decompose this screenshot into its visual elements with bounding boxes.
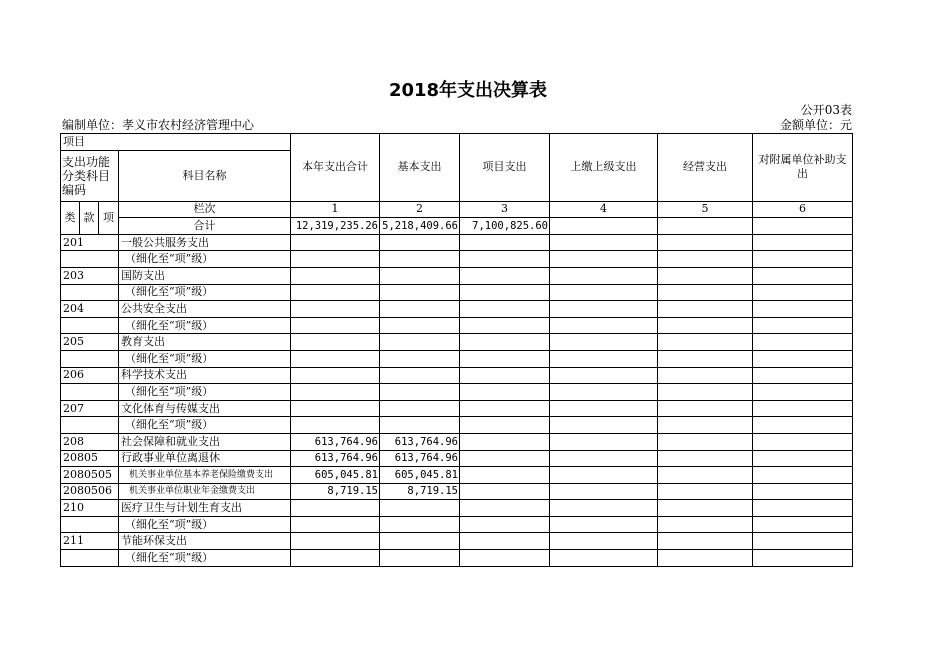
- row-business: [658, 251, 753, 268]
- heji-upper: [550, 218, 658, 235]
- table-row: [61, 417, 853, 434]
- row-project: [460, 317, 550, 334]
- row-project: [460, 550, 550, 567]
- table-row: [61, 550, 853, 567]
- row-subsidy: [753, 550, 853, 567]
- table-row: [61, 334, 853, 351]
- row-code: 203: [61, 267, 119, 284]
- row-upper: [550, 433, 658, 450]
- header-subsidy: 对附属单位补助支出: [753, 134, 853, 202]
- row-total: 613,764.96: [291, 450, 380, 467]
- row-code: 2080505: [61, 467, 119, 484]
- row-subject-name: 教育支出: [119, 334, 291, 351]
- row-upper: [550, 516, 658, 533]
- row-basic: 613,764.96: [380, 450, 460, 467]
- row-business: [658, 284, 753, 301]
- row-project: [460, 500, 550, 517]
- row-code: 208: [61, 433, 119, 450]
- row-subsidy: [753, 367, 853, 384]
- page-title: 2018年支出决算表: [388, 80, 548, 101]
- row-subject-name: （细化至“项”级）: [119, 417, 291, 434]
- row-project: [460, 533, 550, 550]
- row-subsidy: [753, 384, 853, 401]
- row-upper: [550, 417, 658, 434]
- row-code: 206: [61, 367, 119, 384]
- row-basic: [380, 267, 460, 284]
- table-row: [61, 483, 853, 500]
- row-basic: [380, 350, 460, 367]
- row-basic: [380, 301, 460, 318]
- row-upper: [550, 550, 658, 567]
- row-subject-name: （细化至“项”级）: [119, 284, 291, 301]
- expenditure-table: [60, 133, 853, 567]
- row-basic: [380, 367, 460, 384]
- col-num-6: 6: [753, 201, 853, 218]
- header-basic: 基本支出: [380, 134, 460, 202]
- row-basic: 8,719.15: [380, 483, 460, 500]
- row-basic: [380, 516, 460, 533]
- row-basic: [380, 384, 460, 401]
- row-subject-name: （细化至“项”级）: [119, 550, 291, 567]
- row-total: [291, 516, 380, 533]
- row-total: [291, 301, 380, 318]
- row-subject-name: 国防支出: [119, 267, 291, 284]
- row-subject-name: 机关事业单位基本养老保险缴费支出: [119, 467, 291, 484]
- row-subsidy: [753, 467, 853, 484]
- row-total: [291, 400, 380, 417]
- table-row: [61, 234, 853, 251]
- table-row: [61, 516, 853, 533]
- heji-business: [658, 218, 753, 235]
- row-subsidy: [753, 350, 853, 367]
- row-business: [658, 450, 753, 467]
- row-subsidy: [753, 234, 853, 251]
- row-business: [658, 267, 753, 284]
- header-class-code: 支出功能分类科目编码: [61, 150, 119, 201]
- row-project: [460, 400, 550, 417]
- col-num-4: 4: [550, 201, 658, 218]
- row-basic: [380, 234, 460, 251]
- row-business: [658, 301, 753, 318]
- row-project: [460, 467, 550, 484]
- row-basic: [380, 284, 460, 301]
- row-subsidy: [753, 516, 853, 533]
- row-subsidy: [753, 400, 853, 417]
- row-business: [658, 550, 753, 567]
- row-code: 204: [61, 301, 119, 318]
- row-code: 207: [61, 400, 119, 417]
- row-subject-name: 医疗卫生与计划生育支出: [119, 500, 291, 517]
- row-subject-name: 文化体育与传媒支出: [119, 400, 291, 417]
- heji-total: 12,319,235.26: [291, 218, 380, 235]
- row-business: [658, 317, 753, 334]
- col-num-2: 2: [380, 201, 460, 218]
- row-subsidy: [753, 433, 853, 450]
- row-total: [291, 384, 380, 401]
- row-subsidy: [753, 417, 853, 434]
- row-business: [658, 483, 753, 500]
- row-subject-name: （细化至“项”级）: [119, 384, 291, 401]
- row-project: [460, 301, 550, 318]
- row-business: [658, 367, 753, 384]
- row-basic: [380, 334, 460, 351]
- row-business: [658, 334, 753, 351]
- row-upper: [550, 533, 658, 550]
- row-subject-name: （细化至“项”级）: [119, 251, 291, 268]
- row-upper: [550, 467, 658, 484]
- row-code: [61, 284, 119, 301]
- table-row: [61, 450, 853, 467]
- row-business: [658, 234, 753, 251]
- col-num-3: 3: [460, 201, 550, 218]
- row-upper: [550, 450, 658, 467]
- header-xiang: 项: [99, 201, 119, 234]
- row-total: [291, 350, 380, 367]
- header-business: 经营支出: [658, 134, 753, 202]
- row-upper: [550, 301, 658, 318]
- row-subsidy: [753, 284, 853, 301]
- row-upper: [550, 334, 658, 351]
- table-row: [61, 367, 853, 384]
- row-code: [61, 550, 119, 567]
- row-project: [460, 251, 550, 268]
- row-business: [658, 417, 753, 434]
- row-total: 8,719.15: [291, 483, 380, 500]
- row-total: [291, 550, 380, 567]
- row-code: 201: [61, 234, 119, 251]
- row-business: [658, 400, 753, 417]
- row-total: [291, 334, 380, 351]
- row-business: [658, 467, 753, 484]
- table-row: [61, 251, 853, 268]
- table-row: [61, 467, 853, 484]
- row-basic: [380, 550, 460, 567]
- row-upper: [550, 400, 658, 417]
- table-row: [61, 433, 853, 450]
- heji-basic: 5,218,409.66: [380, 218, 460, 235]
- row-total: [291, 267, 380, 284]
- row-business: [658, 500, 753, 517]
- row-business: [658, 533, 753, 550]
- row-basic: [380, 500, 460, 517]
- table-row: [61, 384, 853, 401]
- row-project: [460, 450, 550, 467]
- row-upper: [550, 317, 658, 334]
- header-lanci: 栏次: [119, 201, 291, 218]
- header-subject-name: 科目名称: [119, 150, 291, 201]
- row-total: [291, 367, 380, 384]
- row-code: [61, 516, 119, 533]
- row-code: 205: [61, 334, 119, 351]
- row-total: 605,045.81: [291, 467, 380, 484]
- header-kuan: 款: [80, 201, 99, 234]
- header-total: 本年支出合计: [291, 134, 380, 202]
- reporting-unit: 编制单位：孝义市农村经济管理中心: [62, 118, 255, 132]
- row-code: [61, 417, 119, 434]
- row-business: [658, 384, 753, 401]
- table-row: [61, 284, 853, 301]
- table-row: [61, 267, 853, 284]
- row-basic: [380, 417, 460, 434]
- row-subject-name: 科学技术支出: [119, 367, 291, 384]
- row-subsidy: [753, 500, 853, 517]
- heji-project: 7,100,825.60: [460, 218, 550, 235]
- col-num-1: 1: [291, 201, 380, 218]
- row-total: [291, 317, 380, 334]
- table-row: [61, 350, 853, 367]
- row-subsidy: [753, 450, 853, 467]
- row-project: [460, 234, 550, 251]
- table-row: [61, 400, 853, 417]
- row-business: [658, 350, 753, 367]
- row-basic: [380, 251, 460, 268]
- row-upper: [550, 251, 658, 268]
- row-subject-name: 社会保障和就业支出: [119, 433, 291, 450]
- row-project: [460, 516, 550, 533]
- row-total: [291, 500, 380, 517]
- money-unit: 金额单位：元: [779, 118, 852, 132]
- row-project: [460, 284, 550, 301]
- row-project: [460, 367, 550, 384]
- row-subject-name: 节能环保支出: [119, 533, 291, 550]
- header-project: 项目支出: [460, 134, 550, 202]
- row-total: 613,764.96: [291, 433, 380, 450]
- table-row: [61, 500, 853, 517]
- heji-label: 合计: [119, 218, 291, 235]
- table-row: [61, 533, 853, 550]
- row-subject-name: 机关事业单位职业年金缴费支出: [119, 483, 291, 500]
- row-code: 210: [61, 500, 119, 517]
- row-subject-name: （细化至“项”级）: [119, 317, 291, 334]
- row-subject-name: 公共安全支出: [119, 301, 291, 318]
- table-row: [61, 317, 853, 334]
- header-upper: 上缴上级支出: [550, 134, 658, 202]
- row-subsidy: [753, 317, 853, 334]
- row-project: [460, 350, 550, 367]
- row-project: [460, 267, 550, 284]
- heji-subsidy: [753, 218, 853, 235]
- row-project: [460, 384, 550, 401]
- row-total: [291, 251, 380, 268]
- row-code: [61, 251, 119, 268]
- row-business: [658, 516, 753, 533]
- row-code: [61, 384, 119, 401]
- row-project: [460, 433, 550, 450]
- row-project: [460, 417, 550, 434]
- row-total: [291, 284, 380, 301]
- row-upper: [550, 483, 658, 500]
- row-subject-name: 行政事业单位离退休: [119, 450, 291, 467]
- row-basic: 605,045.81: [380, 467, 460, 484]
- table-row: [61, 301, 853, 318]
- row-code: 211: [61, 533, 119, 550]
- row-project: [460, 334, 550, 351]
- row-upper: [550, 367, 658, 384]
- header-lei: 类: [61, 201, 80, 234]
- row-basic: 613,764.96: [380, 433, 460, 450]
- row-project: [460, 483, 550, 500]
- row-subsidy: [753, 267, 853, 284]
- col-num-5: 5: [658, 201, 753, 218]
- row-total: [291, 417, 380, 434]
- row-basic: [380, 317, 460, 334]
- row-subject-name: （细化至“项”级）: [119, 516, 291, 533]
- row-code: [61, 350, 119, 367]
- row-code: 2080506: [61, 483, 119, 500]
- row-subsidy: [753, 334, 853, 351]
- row-upper: [550, 284, 658, 301]
- row-subject-name: 一般公共服务支出: [119, 234, 291, 251]
- row-upper: [550, 500, 658, 517]
- row-subject-name: （细化至“项”级）: [119, 350, 291, 367]
- row-subsidy: [753, 533, 853, 550]
- row-upper: [550, 350, 658, 367]
- row-basic: [380, 533, 460, 550]
- header-item: 项目: [61, 134, 291, 151]
- row-upper: [550, 234, 658, 251]
- row-total: [291, 533, 380, 550]
- row-subsidy: [753, 251, 853, 268]
- row-code: 20805: [61, 450, 119, 467]
- row-basic: [380, 400, 460, 417]
- row-total: [291, 234, 380, 251]
- row-code: [61, 317, 119, 334]
- row-upper: [550, 384, 658, 401]
- row-business: [658, 433, 753, 450]
- form-number: 公开03表: [800, 103, 852, 117]
- row-subsidy: [753, 301, 853, 318]
- row-upper: [550, 267, 658, 284]
- row-subsidy: [753, 483, 853, 500]
